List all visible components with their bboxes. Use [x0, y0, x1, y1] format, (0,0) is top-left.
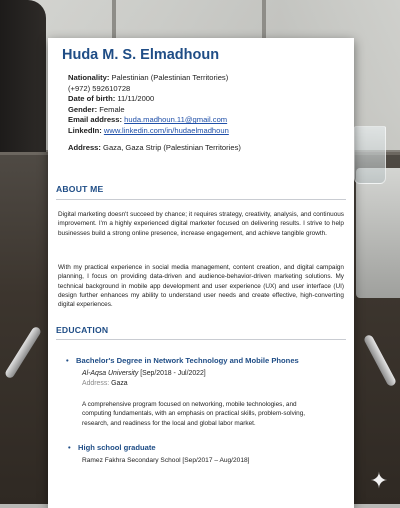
linkedin-row	[68, 126, 241, 137]
dob-label: Date of birth:	[68, 94, 116, 104]
about-heading: ABOUT ME	[56, 184, 104, 194]
about-paragraph: Digital marketing doesn't succeed by chance; it requires strategy, creativity, analysis, and continuous improvement. I'm a highly experienced digital marketer focused on delivering results. I strive to help businesses build a strong online presence, increase engagement, and achieve tangible growth.	[58, 211, 344, 237]
water-glass	[354, 126, 386, 184]
education-description: A comprehensive program focused on networking, mobile technologies, and computing fundamentals, with an emphasis on practical skills, problem-solving, research, and readiness for the local and global labor market.	[82, 401, 306, 427]
about-paragraph: With my practical experience in social media management, content creation, and digital campaign planning, I focus on providing data-driven and audience-behavior-driven marketing solutions. My technical background in mobile app development and user experience (UX) and user interface (UI) design further enhances my ability to understand user needs and create effective, high-converting digital experiences.	[58, 264, 344, 309]
education-address-row	[82, 379, 206, 389]
section-divider	[56, 339, 346, 340]
address-row	[68, 143, 241, 154]
education-address-value: Gaza	[111, 380, 128, 387]
education-dates: [Sep/2018 - Jul/2022]	[140, 370, 206, 377]
nationality-label: Nationality:	[68, 73, 110, 82]
phone: (+972) 592610728	[68, 83, 131, 93]
education-address-label: Address:	[82, 380, 110, 387]
personal-info	[68, 73, 241, 153]
gender-value: Female	[99, 104, 125, 114]
education-degree	[68, 443, 156, 452]
linkedin-link[interactable]: www.linkedin.com/in/hudaelmadhoun	[103, 125, 229, 135]
linkedin-label: LinkedIn:	[68, 125, 102, 135]
sparkle-icon: ✦	[369, 468, 389, 493]
school-line: Ramez Fakhra Secondary School [Sep/2017 – Aug/2018]	[82, 457, 250, 464]
institution-name: Al-Aqsa University	[82, 370, 139, 377]
education-details	[82, 369, 206, 389]
nationality-row	[68, 73, 241, 84]
resume-paper	[48, 38, 354, 508]
laptop	[356, 168, 400, 298]
dob-value: 11/11/2000	[117, 94, 155, 104]
address-value: Gaza, Gaza Strip (Palestinian Territories)	[103, 142, 241, 152]
degree-title: High school graduate	[78, 443, 156, 452]
bullet: •	[68, 443, 71, 452]
email-label: Email address:	[68, 115, 123, 125]
email-row	[68, 115, 241, 126]
address-label: Address:	[68, 142, 101, 152]
email-link[interactable]: huda.madhoun.11@gmail.com	[124, 115, 228, 125]
gender-label: Gender:	[68, 104, 98, 114]
bullet: •	[66, 356, 69, 365]
section-divider	[56, 199, 346, 200]
degree-title: Bachelor's Degree in Network Technology and Mobile Phones	[76, 356, 299, 365]
institution-row	[82, 369, 206, 379]
dob-row	[68, 94, 241, 105]
education-heading: EDUCATION	[56, 325, 109, 335]
gender-row	[68, 105, 241, 116]
nationality-value: Palestinian (Palestinian Territories)	[111, 73, 229, 82]
resume-name: Huda M. S. Elmadhoun	[62, 47, 220, 63]
education-degree	[66, 356, 299, 365]
